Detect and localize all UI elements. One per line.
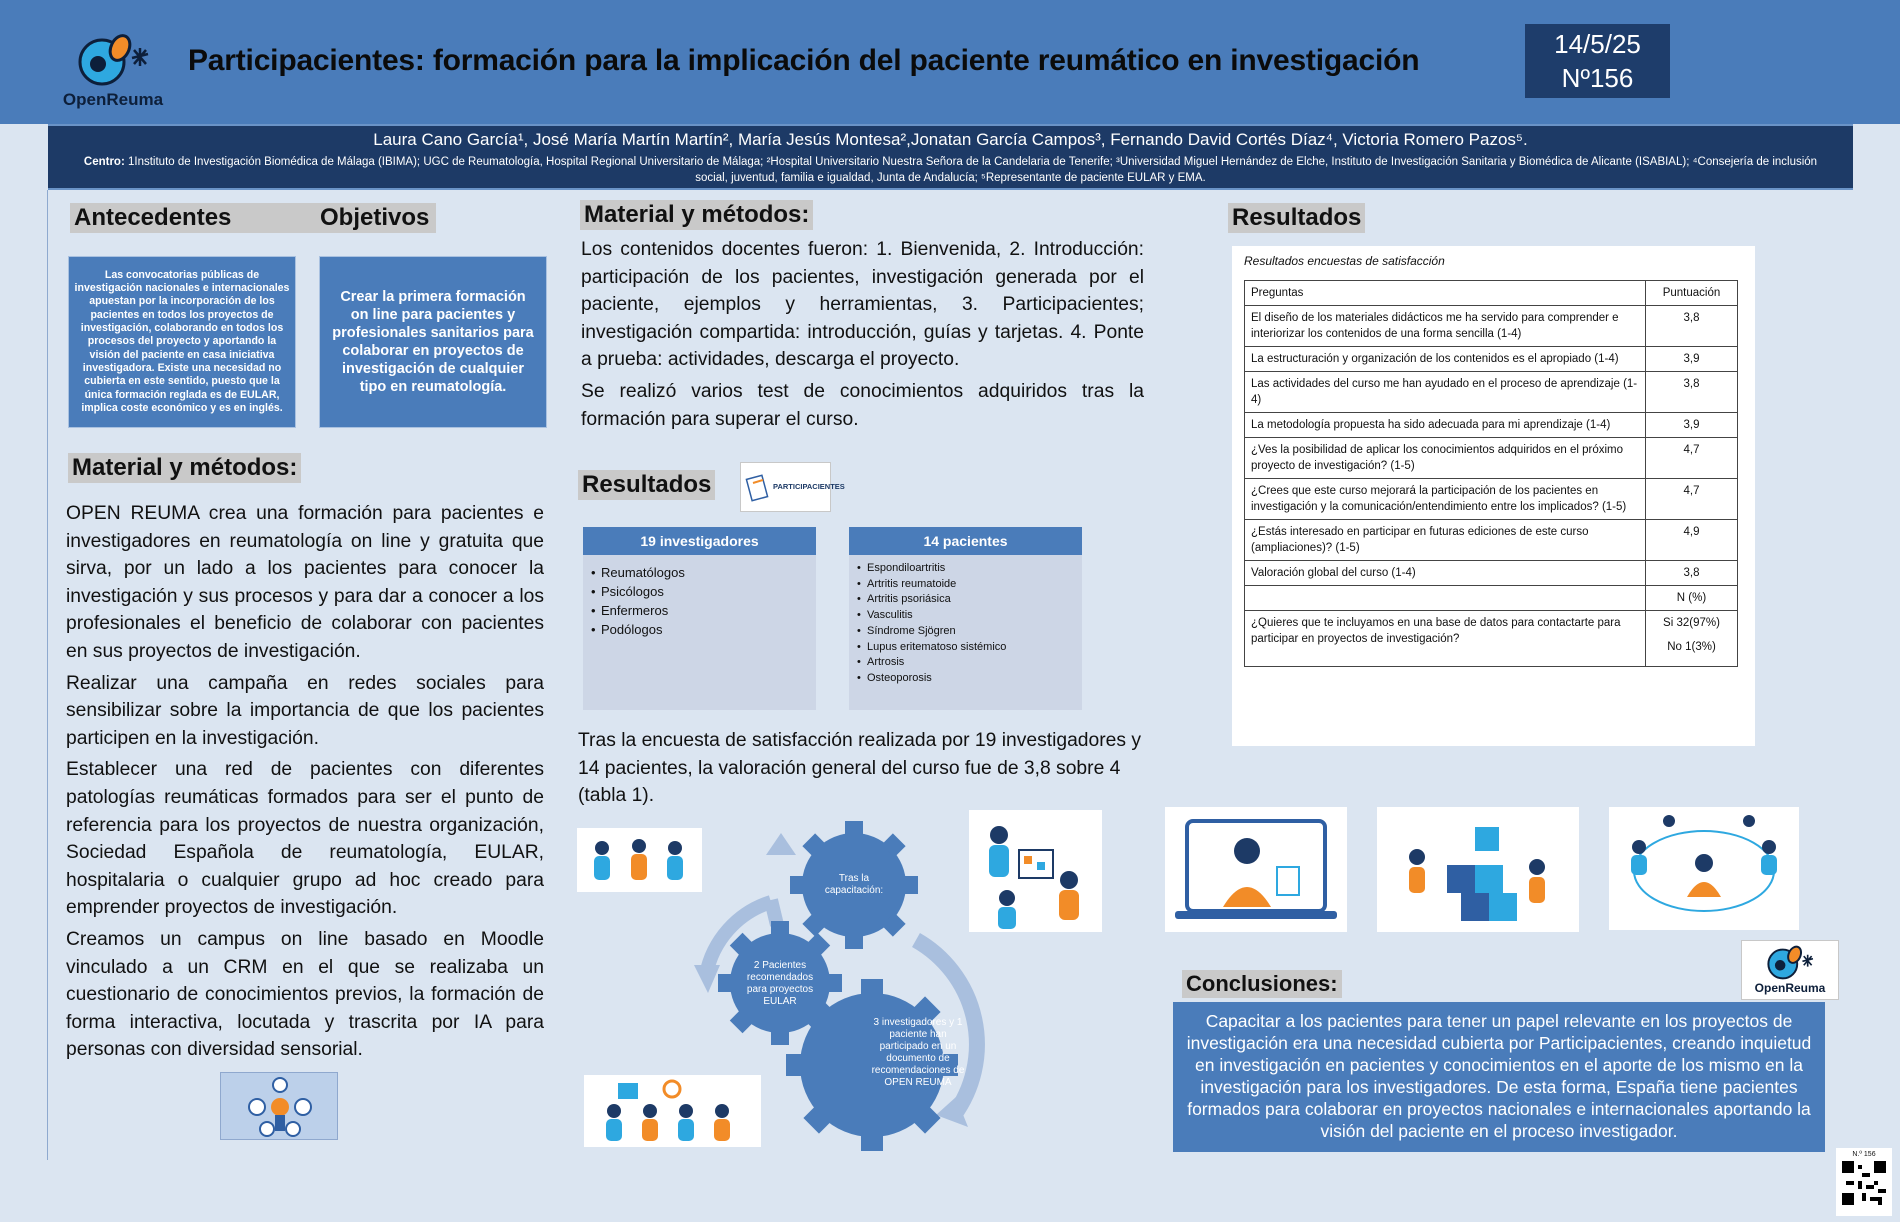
list-item: • Psicólogos bbox=[591, 582, 808, 601]
table-row bbox=[1245, 561, 1738, 586]
poster-number: Nº156 bbox=[1561, 63, 1634, 93]
score-cell: 4,7 bbox=[1646, 438, 1738, 479]
question-cell: ¿Ves la posibilidad de aplicar los conocimientos adquiridos en el próximo proyecto de investigación? (1-5) bbox=[1245, 438, 1646, 479]
gear1-label: Tras la capacitación: bbox=[824, 873, 884, 896]
empty-cell bbox=[1245, 586, 1646, 611]
authors-band bbox=[48, 124, 1853, 190]
score-cell: 3,8 bbox=[1646, 306, 1738, 347]
openreuma-logo-icon bbox=[70, 30, 156, 88]
qr-code[interactable] bbox=[1836, 1148, 1892, 1216]
investigadores-card bbox=[583, 527, 816, 710]
question-cell: Valoración global del curso (1-4) bbox=[1245, 561, 1646, 586]
table-row bbox=[1245, 413, 1738, 438]
centro-label: Centro: bbox=[83, 156, 125, 168]
objetivos-box bbox=[319, 256, 547, 428]
qr-label: N.º 156 bbox=[1852, 1151, 1876, 1158]
table-row bbox=[1245, 611, 1738, 667]
metodos-left-p2: Realizar una campaña en redes sociales para sensibilizar sobre la importancia de que los pacientes participen en la investigación. bbox=[66, 672, 544, 749]
metodos-text-left bbox=[66, 500, 544, 1068]
investigadores-list bbox=[583, 555, 816, 647]
metodos-left-p1: OPEN REUMA crea una formación para pacientes e investigadores en reumatología on line y gratuita que sirva, por un lado a los pacientes para conocer la investigación y sus procesos y para dar a conocer a los profesionales el beneficio de colaborar con pacientes en sus proyectos de investigación. bbox=[66, 503, 544, 662]
list-item: • Podólogos bbox=[591, 620, 808, 639]
objetivos-title: Objetivos bbox=[320, 204, 430, 231]
team-illustration-1 bbox=[577, 828, 702, 892]
objetivos-text: Crear la primera formación on line para pacientes y profesionales sanitarios para colaborar en proyectos de investigación de cualquier tipo en reumatología. bbox=[332, 289, 534, 395]
question-cell: Las actividades del curso me han ayudado en el proceso de aprendizaje (1-4) bbox=[1245, 372, 1646, 413]
table-row bbox=[1245, 306, 1738, 347]
pacientes-list bbox=[849, 555, 1082, 695]
team-illustration-3 bbox=[584, 1075, 761, 1147]
metodos-left-p4: Creamos un campus on line basado en Moodle vinculado a un CRM en el que se realizaba un cuestionario de conocimientos previos, la formación de forma interactiva, locutada y trascrita por IA para personas con diversidad sensorial. bbox=[66, 928, 544, 1061]
metodos-middle-p1: Los contenidos docentes fueron: 1. Bienvenida, 2. Introducción: participación de los pacientes, investigación generada por el paciente, ejemplos y herramientas, 3. Participacientes; investigación compartida: introducción, guías y tarjetas. 4. Ponte a prueba: actividades, descarga el proyecto. bbox=[581, 239, 1144, 371]
score-cell: 3,9 bbox=[1646, 413, 1738, 438]
metodos-left-p3: Establecer una red de pacientes con diferentes patologías reumáticas formados para ser el punto de referencia para los proyectos de nuestra organización, Sociedad Española de reumatología, EULAR, hospitalaria o cualquier grupo ad hoc creado para emprender proyectos de investigación. bbox=[66, 759, 544, 919]
table-row bbox=[1245, 438, 1738, 479]
laptop-illustration bbox=[1165, 807, 1347, 932]
score-cell bbox=[1646, 611, 1738, 667]
gear2-label: 2 Pacientes recomendados para proyectos EULAR bbox=[746, 960, 814, 1007]
antecedentes-text: Las convocatorias públicas de investigación nacionales e internacionales apuestan por la incorporación de los pacientes en todos los proyectos de investigación, colaborando en todos los procesos del proyecto y aportando la visión del paciente en casa iniciativa investigadora. Existe una necesidad no cubierta en este sentido, puesto que la única formación reglada es de EULAR, implica coste económico y es en inglés. bbox=[74, 268, 290, 414]
objetivos-title-bg bbox=[264, 203, 436, 233]
table-header-row bbox=[1245, 281, 1738, 306]
question-cell: El diseño de los materiales didácticos me ha servido para comprender e interiorizar los contenidos de una forma sencilla (1-4) bbox=[1245, 306, 1646, 347]
resultados-title-middle: Resultados bbox=[578, 470, 715, 500]
resultados-title-right: Resultados bbox=[1228, 203, 1365, 233]
network-illustration bbox=[1609, 807, 1799, 930]
list-item: • Artrosis bbox=[857, 655, 1074, 671]
logo-text: OpenReuma bbox=[62, 90, 164, 109]
question-cell: ¿Estás interesado en participar en futuras ediciones de este curso (ampliaciones)? (1-5) bbox=[1245, 520, 1646, 561]
accessibility-illustration bbox=[220, 1072, 338, 1140]
question-cell: ¿Quieres que te incluyamos en una base de datos para contactarte para participar en proyectos de investigación? bbox=[1245, 611, 1646, 667]
list-item: • Reumatólogos bbox=[591, 563, 808, 582]
score-cell: 3,8 bbox=[1646, 561, 1738, 586]
list-item: • Espondiloartritis bbox=[857, 561, 1074, 577]
small-logo-text: OpenReuma bbox=[1754, 981, 1826, 995]
table-row bbox=[1245, 479, 1738, 520]
left-rule bbox=[47, 190, 48, 1160]
openreuma-small-logo bbox=[1741, 940, 1839, 1000]
pacientes-card bbox=[849, 527, 1082, 710]
metodos-title-left: Material y métodos: bbox=[68, 453, 301, 483]
metodos-title-middle: Material y métodos: bbox=[580, 200, 813, 230]
list-item: • Vasculitis bbox=[857, 608, 1074, 624]
antecedentes-title: Antecedentes bbox=[70, 203, 264, 233]
table-caption: Resultados encuestas de satisfacción bbox=[1244, 254, 1445, 268]
thumbnail-text: PARTICIPACIENTES bbox=[773, 482, 845, 491]
score-cell: 3,8 bbox=[1646, 372, 1738, 413]
openreuma-logo bbox=[58, 30, 168, 110]
n-label-cell: N (%) bbox=[1646, 586, 1738, 611]
investigadores-title: 19 investigadores bbox=[583, 527, 816, 555]
question-cell: ¿Crees que este curso mejorará la participación de los pacientes en investigación y la comunicación/entendimiento entre los implicados? (1-5) bbox=[1245, 479, 1646, 520]
results-table-panel bbox=[1232, 246, 1755, 746]
score-cell: 4,9 bbox=[1646, 520, 1738, 561]
pacientes-title: 14 pacientes bbox=[849, 527, 1082, 555]
table-row bbox=[1245, 520, 1738, 561]
metodos-middle-p2: Se realizó varios test de conocimientos adquiridos tras la formación para superar el curso. bbox=[581, 380, 1144, 430]
col-preguntas: Preguntas bbox=[1245, 281, 1646, 306]
openreuma-small-logo-icon bbox=[1760, 943, 1820, 981]
antecedentes-box bbox=[68, 256, 296, 428]
gear3-label: 3 investigadores y 1 paciente han participado en un documento de recomendaciones de OPEN REUMA bbox=[871, 1017, 965, 1088]
score-cell: 3,9 bbox=[1646, 347, 1738, 372]
metodos-text-middle bbox=[581, 236, 1144, 437]
date: 14/5/25 bbox=[1554, 29, 1641, 59]
affiliations bbox=[48, 154, 1853, 186]
list-item: • Artritis reumatoide bbox=[857, 577, 1074, 593]
table-row bbox=[1245, 586, 1738, 611]
puzzle-illustration bbox=[1377, 807, 1579, 932]
score-si: Si 32(97%) bbox=[1663, 617, 1720, 629]
score-no: No 1(3%) bbox=[1667, 641, 1716, 653]
poster-title: Participacientes: formación para la implicación del paciente reumático en investigación bbox=[188, 44, 1420, 77]
list-item: • Síndrome Sjögren bbox=[857, 624, 1074, 640]
table-row bbox=[1245, 347, 1738, 372]
list-item: • Enfermeros bbox=[591, 601, 808, 620]
conclusiones-title: Conclusiones: bbox=[1182, 970, 1342, 998]
list-item: • Artritis psoriásica bbox=[857, 592, 1074, 608]
results-table bbox=[1244, 280, 1738, 667]
question-cell: La metodología propuesta ha sido adecuada para mi aprendizaje (1-4) bbox=[1245, 413, 1646, 438]
list-item: • Osteoporosis bbox=[857, 671, 1074, 687]
qr-icon bbox=[1842, 1161, 1886, 1205]
conclusiones-box bbox=[1173, 1002, 1825, 1152]
question-cell: La estructuración y organización de los contenidos es el apropiado (1-4) bbox=[1245, 347, 1646, 372]
date-box bbox=[1525, 24, 1670, 98]
participacientes-thumbnail bbox=[740, 462, 845, 512]
centro-text: 1Instituto de Investigación Biomédica de Málaga (IBIMA); UGC de Reumatología, Hospital Regional Universitario de Málaga; ²Hospital Universitario Nuestra Señora de la Candelaria de Tenerife; ³Universidad Miguel Hernández de Elche, Instituto de Investigación Sanitaria y Biomédica de Alicante (ISABIAL); ⁴Consejería de inclusión social, juventud, familia e igualdad, Junta de Andalucía; ⁵Representante de paciente EULAR y EMA. bbox=[128, 156, 1818, 184]
authors: Laura Cano García¹, José María Martín Martín², María Jesús Montesa²,Jonatan García Campos³, Fernando David Cortés Díaz⁴, Victoria Romero Pazos⁵. bbox=[373, 130, 1528, 149]
header bbox=[0, 0, 1900, 124]
table-row bbox=[1245, 372, 1738, 413]
score-cell: 4,7 bbox=[1646, 479, 1738, 520]
list-item: • Lupus eritematoso sistémico bbox=[857, 640, 1074, 656]
resultados-text-middle: Tras la encuesta de satisfacción realizada por 19 investigadores y 14 pacientes, la valoración general del curso fue de 3,8 sobre 4 (tabla 1). bbox=[578, 730, 1142, 807]
col-puntuacion: Puntuación bbox=[1646, 281, 1738, 306]
conclusiones-text: Capacitar a los pacientes para tener un papel relevante en los proyectos de investigación era una necesidad cubierta por Participacientes, creando inquietud en investigación en pacientes y conocimientos en el aporte de los mismo en la investigación para los investigadores. De esta forma, España tiene pacientes formados para colaborar en proyectos nacionales e internacionales aportando la visión del paciente en el proceso investigador. bbox=[1186, 1011, 1812, 1141]
